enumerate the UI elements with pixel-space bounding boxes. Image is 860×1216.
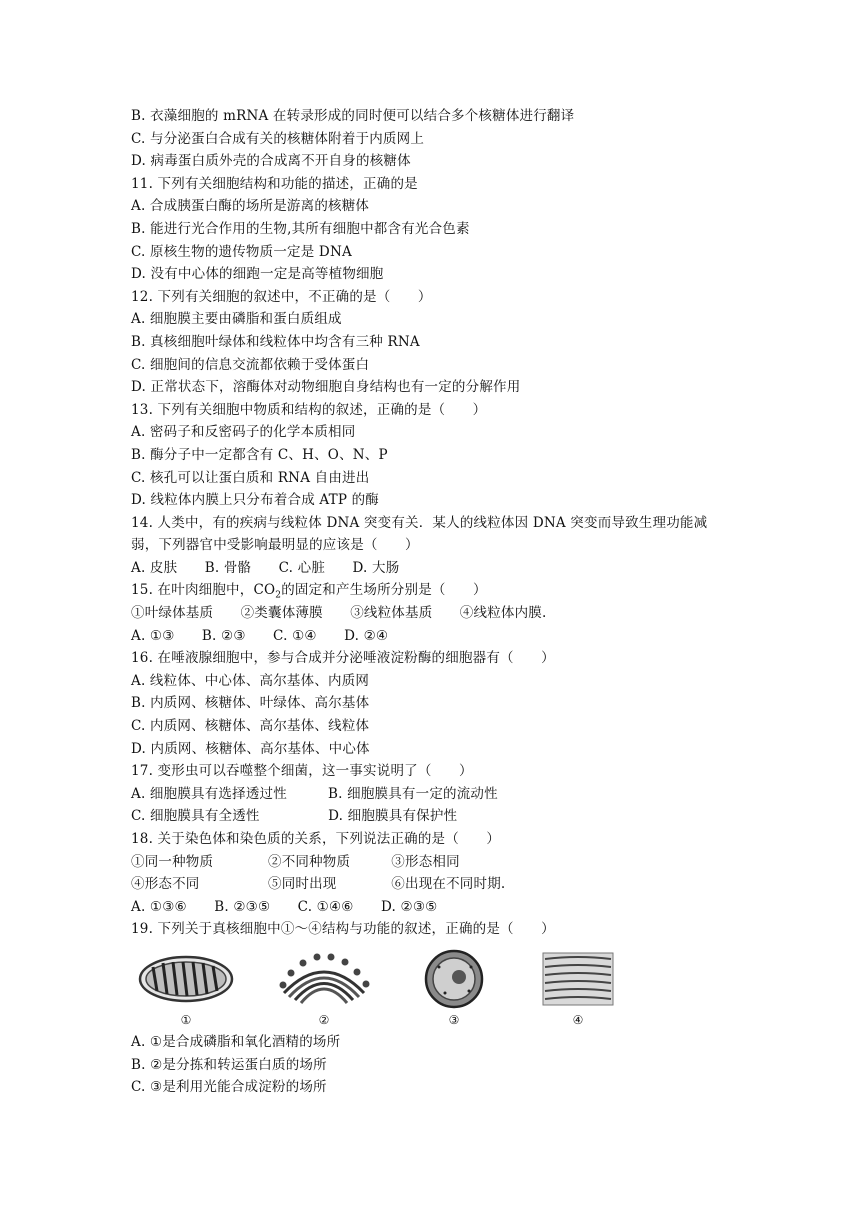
question-text-line: D. 正常状态下，溶酶体对动物细胞自身结构也有一定的分解作用: [131, 379, 521, 396]
question-text-line: C. ③是利用光能合成淀粉的场所: [131, 1079, 327, 1096]
question-text-line: A. 密码子和反密码子的化学本质相同: [131, 424, 356, 441]
question-text-line: 11. 下列有关细胞结构和功能的描述，正确的是: [131, 175, 418, 192]
question-text-line: A. 细胞膜主要由磷脂和蛋白质组成: [131, 311, 342, 328]
question-text-line: B. 衣藻细胞的 mRNA 在转录形成的同时便可以结合多个核糖体进行翻译: [131, 108, 575, 124]
question-text-line: D. 没有中心体的细跑一定是高等植物细胞: [131, 266, 384, 283]
question-text-line: C. 核孔可以让蛋白质和 RNA 自由进出: [131, 469, 370, 486]
golgi-figure: ②: [269, 947, 379, 1025]
question-text-line: D. 线粒体内膜上只分布着合成 ATP 的酶: [131, 492, 380, 509]
question-text-line: C. 原核生物的遗传物质一定是 DNA: [131, 243, 352, 260]
question-text-line: B. ②是分拣和转运蛋白质的场所: [131, 1056, 327, 1073]
question-text-line: D. 内质网、核糖体、高尔基体、中心体: [131, 740, 370, 757]
question-text-line: 弱，下列器官中受影响最明显的应该是（ ）: [131, 537, 419, 554]
question-text-line: A. 细胞膜具有选择透过性 B. 细胞膜具有一定的流动性: [131, 785, 498, 802]
question-text-line: A. ①③⑥ B. ②③⑤ C. ①④⑥ D. ②③⑤: [131, 898, 438, 915]
question-text-line: D. 病毒蛋白质外壳的合成离不开自身的核糖体: [131, 153, 411, 170]
question-15-stem: 15. 在叶肉细胞中，$CO_2$的固定和产生场所分别是（ ）: [131, 582, 487, 602]
question-text-line: 12. 下列有关细胞的叙述中，不正确的是（ ）: [131, 288, 432, 305]
question-text-line: ①叶绿体基质 ②类囊体薄膜 ③线粒体基质 ④线粒体内膜.: [131, 605, 547, 622]
question-text-line: ①同一种物质 ②不同种物质 ③形态相同: [131, 853, 460, 870]
question-text-block: [131, 105, 771, 1099]
question-text-line: A. 线粒体、中心体、高尔基体、内质网: [131, 672, 370, 689]
question-text-line: B. 真核细胞叶绿体和线粒体中均含有三种 RNA: [131, 333, 420, 350]
question-text-line: 13. 下列有关细胞中物质和结构的叙述，正确的是（ ）: [131, 401, 487, 418]
question-text-line: 19. 下列关于真核细胞中①～④结构与功能的叙述，正确的是（ ）: [131, 921, 555, 938]
question-text-line: 17. 变形虫可以吞噬整个细菌，这一事实说明了（ ）: [131, 763, 473, 780]
question-text-line: A. ①③ B. ②③ C. ①④ D. ②④: [131, 627, 389, 644]
question-text-line: 14. 人类中，有的疾病与线粒体 DNA 突变有关．某人的线粒体因 DNA 突变而导致生理功能减: [131, 514, 708, 531]
question-text-line: 16. 在唾液腺细胞中，参与合成并分泌唾液淀粉酶的细胞器有（ ）: [131, 650, 555, 667]
mitochondrion-figure: ①: [131, 947, 241, 1025]
question-text-line: B. 能进行光合作用的生物,其所有细胞中都含有光合色素: [131, 220, 470, 237]
question-text-line: B. 内质网、核糖体、叶绿体、高尔基体: [131, 695, 370, 712]
question-text-line: ④形态不同 ⑤同时出现 ⑥出现在不同时期.: [131, 876, 506, 893]
endoplasmic-reticulum-figure: ④: [523, 947, 633, 1025]
question-text-line: C. 细胞膜具有全透性 D. 细胞膜具有保护性: [131, 808, 458, 825]
question-text-line: C. 内质网、核糖体、高尔基体、线粒体: [131, 718, 370, 735]
question-text-line: C. 与分泌蛋白合成有关的核糖体附着于内质网上: [131, 130, 425, 147]
question-text-line: B. 酶分子中一定都含有 C、H、O、N、P: [131, 446, 388, 463]
question-text-line: 18. 关于染色体和染色质的关系，下列说法正确的是（ ）: [131, 831, 501, 847]
question-text-line: A. 合成胰蛋白酶的场所是游离的核糖体: [131, 198, 370, 215]
organelle-figures: [131, 947, 771, 1025]
question-text-line: A. 皮肤 B. 骨骼 C. 心脏 D. 大肠: [131, 559, 400, 576]
nucleus-figure: ③: [399, 947, 509, 1025]
question-text-line: C. 细胞间的信息交流都依赖于受体蛋白: [131, 356, 370, 373]
question-text-line: A. ①是合成磷脂和氧化酒精的场所: [131, 1033, 341, 1050]
